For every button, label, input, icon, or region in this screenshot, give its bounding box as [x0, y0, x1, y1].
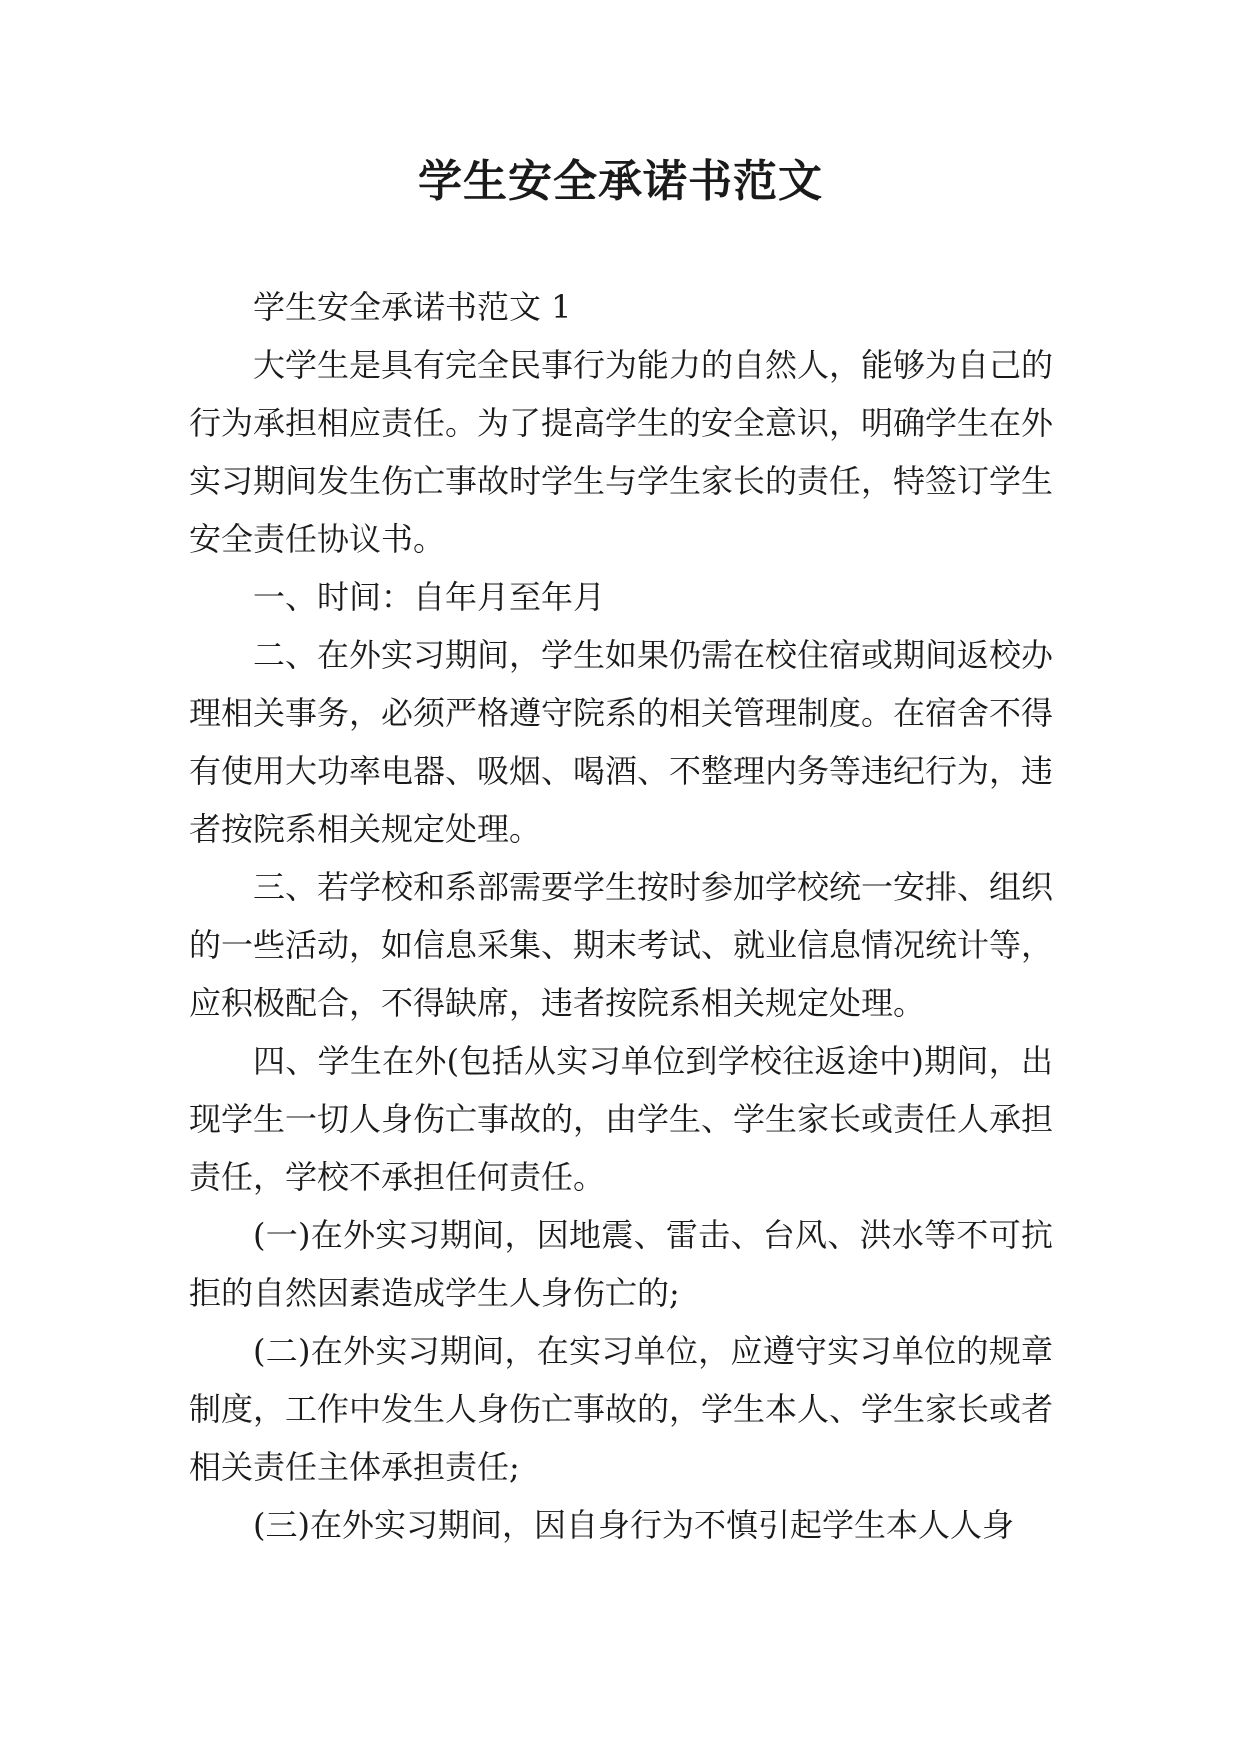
- section-heading: 学生安全承诺书范文 1: [253, 288, 572, 326]
- clause-time: 一、时间：自年月至年月: [253, 578, 606, 616]
- clause-liability: 四、学生在外(包括从实习单位到学校往返途中)期间，出现学生一切人身伤亡事故的，由学生、学生家长或责任人承担责任，学校不承担任何责任。: [189, 1042, 1054, 1196]
- sub-clause-2: (二)在外实习期间，在实习单位，应遵守实习单位的规章制度，工作中发生人身伤亡事故的，学生本人、学生家长或者相关责任主体承担责任;: [189, 1332, 1054, 1486]
- clause-school-activities: 三、若学校和系部需要学生按时参加学校统一安排、组织的一些活动，如信息采集、期末考试、就业信息情况统计等，应积极配合，不得缺席，违者按院系相关规定处理。: [189, 868, 1054, 1022]
- sub-clause-1: (一)在外实习期间，因地震、雷击、台风、洪水等不可抗拒的自然因素造成学生人身伤亡的;: [189, 1216, 1053, 1312]
- clause-dormitory: 二、在外实习期间，学生如果仍需在校住宿或期间返校办理相关事务，必须严格遵守院系的相关管理制度。在宿舍不得有使用大功率电器、吸烟、喝酒、不整理内务等违纪行为，违者按院系相关规定处理。: [189, 636, 1054, 848]
- document-body: [189, 278, 1053, 1554]
- document-title: 学生安全承诺书范文: [418, 156, 823, 207]
- sub-clause-3: (三)在外实习期间，因自身行为不慎引起学生本人人身: [253, 1506, 1014, 1544]
- intro-paragraph: 大学生是具有完全民事行为能力的自然人，能够为自己的行为承担相应责任。为了提高学生的安全意识，明确学生在外实习期间发生伤亡事故时学生与学生家长的责任，特签订学生安全责任协议书。: [189, 346, 1054, 558]
